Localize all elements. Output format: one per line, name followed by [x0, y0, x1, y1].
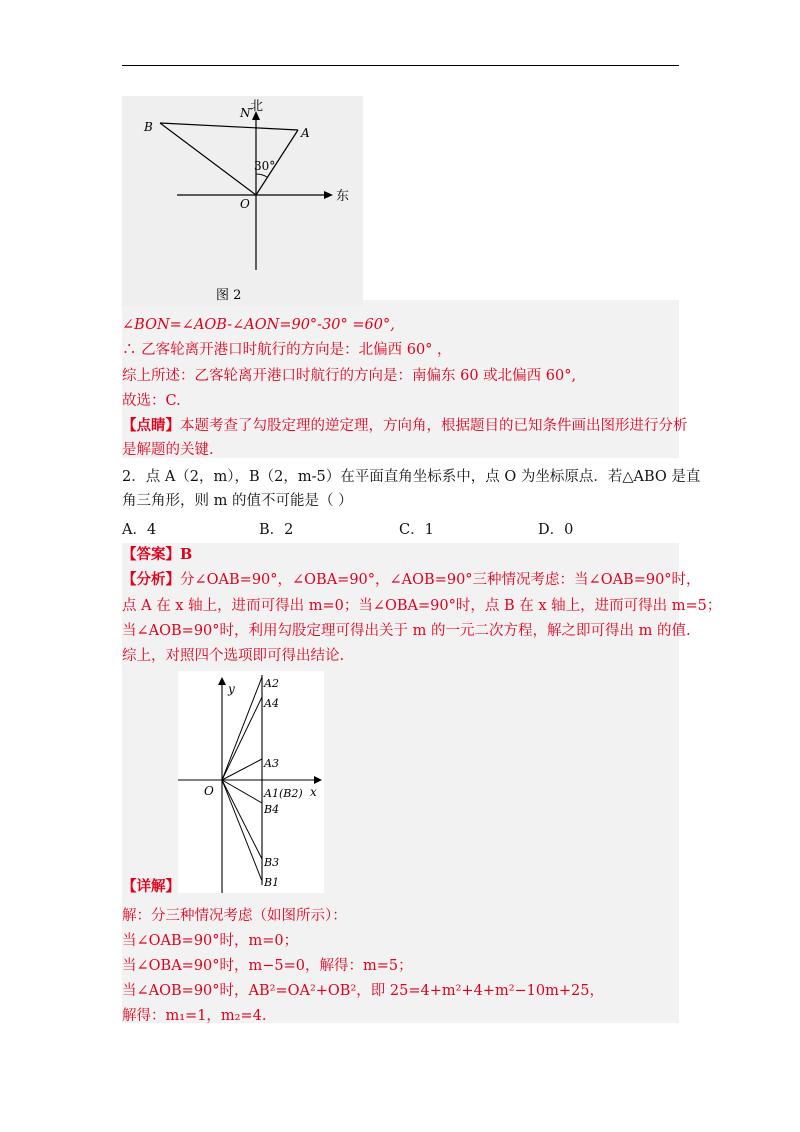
figure-3: [178, 671, 324, 893]
detail-line-1: 解：分三种情况考虑（如图所示）：: [122, 908, 347, 924]
answer-line: 【答案】B: [122, 546, 193, 563]
label-a4: A4: [264, 697, 279, 710]
label-a2: A2: [264, 677, 279, 690]
figure-2-diagram: [122, 96, 363, 306]
analysis-line-4: 综上，对照四个选项即可得出结论.: [122, 648, 345, 664]
figure-3-diagram: [178, 671, 324, 893]
detail-tag: 【详解】: [122, 878, 180, 895]
analysis-text-1: 分∠OAB=90°，∠OBA=90°，∠AOB=90°三种情况考虑：当∠OAB=90°时，: [180, 572, 701, 588]
label-y: y: [228, 682, 235, 696]
label-o: O: [240, 197, 250, 211]
option-b: B．2: [259, 522, 294, 538]
label-a3: A3: [264, 757, 279, 770]
sol1-line-1: ∠BON=∠AOB-∠AON=90°-30° =60°,: [122, 317, 395, 333]
sol1-line-4: 故选：C.: [122, 393, 181, 409]
analysis-tag: 【分析】: [122, 571, 180, 588]
question-2-line-1: 2．点 A（2，m），B（2，m-5）在平面直角坐标系中，点 O 为坐标原点．若△ABO 是直: [122, 469, 701, 485]
dianjing-tag: 【点睛】: [122, 417, 180, 434]
sol1-line-6: 是解题的关键.: [122, 442, 214, 458]
detail-line-3: 当∠OBA=90°时，m−5=0，解得：m=5；: [122, 958, 413, 974]
label-b3: B3: [264, 856, 280, 869]
dianjing-text: 本题考查了勾股定理的逆定理，方向角，根据题目的已知条件画出图形进行分析: [180, 418, 688, 434]
option-c: C．1: [399, 522, 434, 538]
label-north-n: N: [240, 106, 251, 120]
analysis-line-3: 当∠AOB=90°时，利用勾股定理可得出关于 m 的一元二次方程，解之即可得出 m 的值.: [122, 623, 691, 639]
label-north: 北: [250, 99, 264, 114]
label-o: O: [204, 784, 214, 798]
sol1-line-2: ∴ 乙客轮离开港口时航行的方向是：北偏西 60° ，: [122, 342, 452, 358]
option-a: A．4: [122, 522, 157, 538]
label-a: A: [301, 126, 310, 140]
option-d: D．0: [538, 522, 574, 538]
analysis-line-1: [122, 570, 701, 590]
figure-2: [122, 96, 363, 306]
header-rule: [122, 65, 679, 66]
label-east: 东: [336, 189, 350, 204]
question-2-line-2: 角三角形，则 m 的值不可能是（ ）: [122, 493, 353, 509]
label-a1b2: A1(B2): [264, 787, 303, 800]
label-x: x: [310, 785, 317, 799]
label-angle: 30°: [254, 159, 276, 173]
sol1-line-5: [122, 416, 688, 436]
detail-line-4: 当∠AOB=90°时，AB²=OA²+OB²，即 25=4+m²+4+m²−10m+25，: [122, 983, 604, 999]
detail-line-2: 当∠OAB=90°时，m=0；: [122, 933, 299, 949]
sol1-line-3: 综上所述：乙客轮离开港口时航行的方向是：南偏东 60 或北偏西 60°,: [122, 368, 577, 384]
figure-caption: 图 2: [216, 288, 242, 303]
label-b1: B1: [264, 876, 280, 889]
label-b: B: [144, 120, 153, 134]
analysis-line-2: 点 A 在 x 轴上，进而可得出 m=0；当∠OBA=90°时，点 B 在 x 轴上，进而可得出 m=5；: [122, 598, 722, 614]
detail-line-5: 解得：m₁=1，m₂=4.: [122, 1008, 267, 1024]
label-b4: B4: [264, 803, 280, 816]
